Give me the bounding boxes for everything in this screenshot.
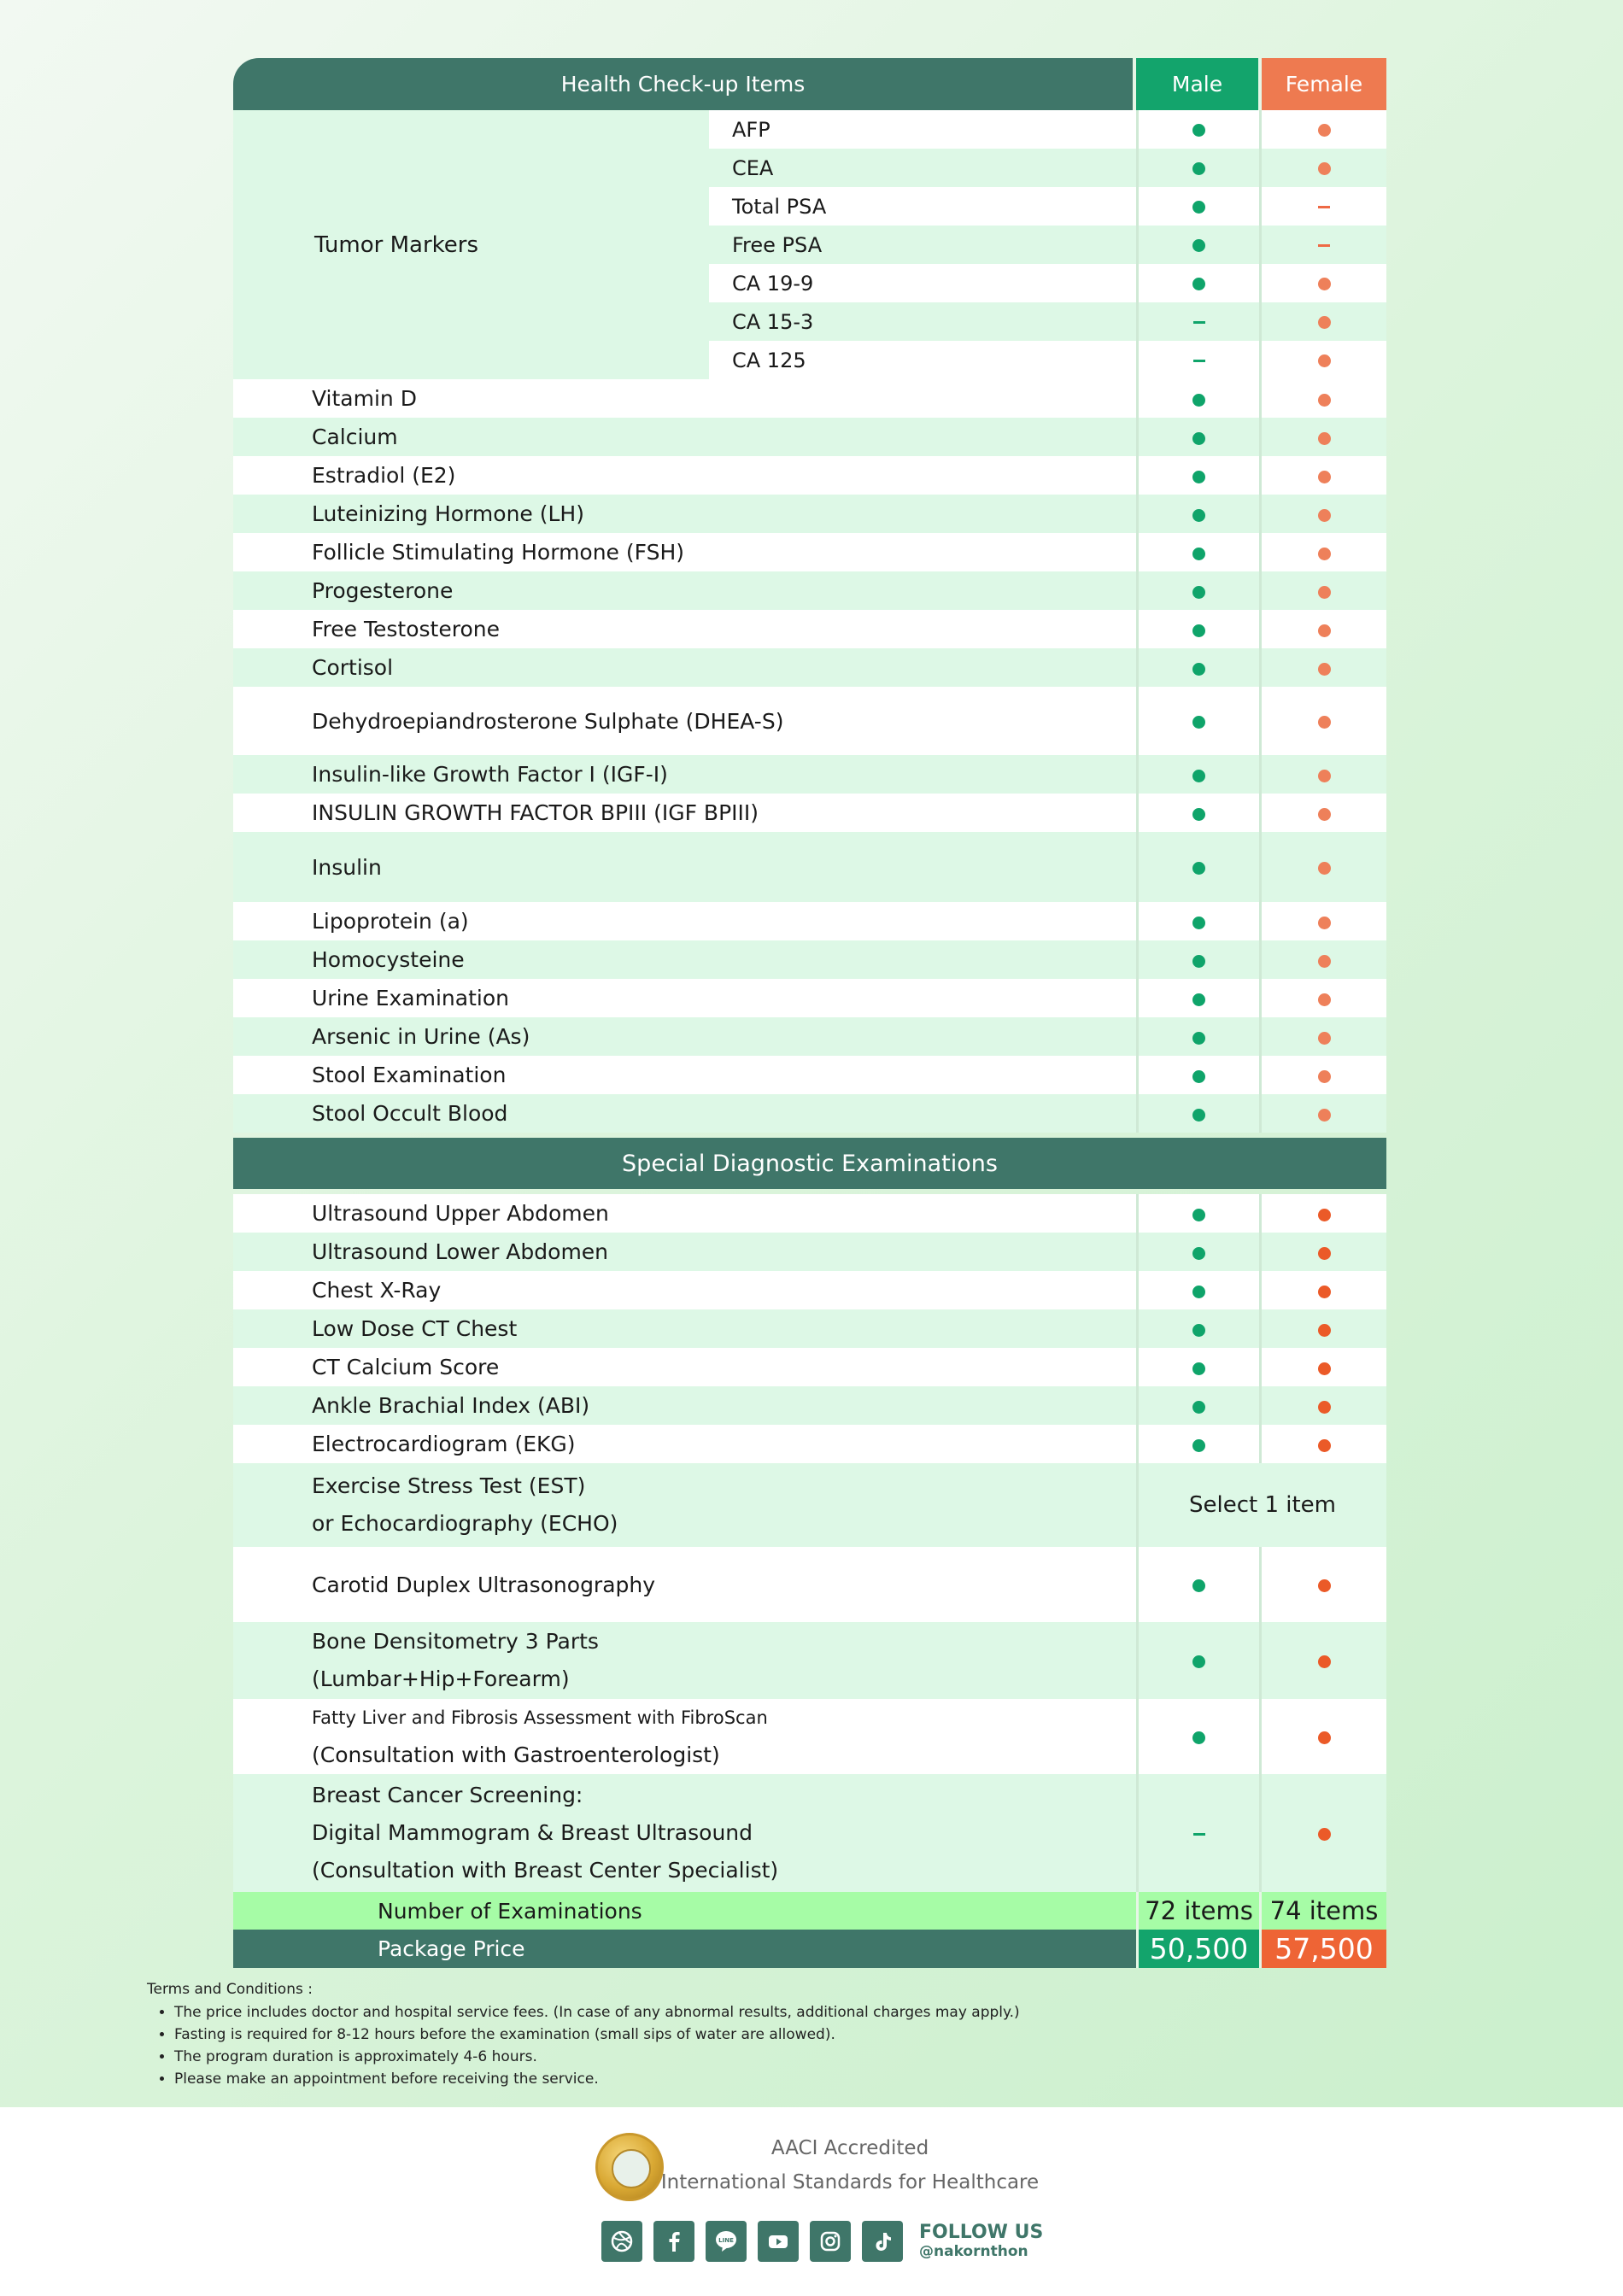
male-included-icon bbox=[1136, 1699, 1262, 1774]
exam-name: Cortisol bbox=[233, 648, 1136, 687]
table-row bbox=[233, 1622, 1386, 1699]
female-included-icon bbox=[1318, 663, 1331, 676]
male-included-icon bbox=[1192, 1209, 1205, 1221]
female-price: 57,500 bbox=[1262, 1930, 1386, 1968]
exam-name: Ankle Brachial Index (ABI) bbox=[233, 1386, 1136, 1425]
exam-name-line: Exercise Stress Test (EST) bbox=[312, 1473, 586, 1498]
male-cell bbox=[1136, 902, 1262, 940]
table-row bbox=[233, 648, 1386, 687]
male-included-icon bbox=[1192, 432, 1205, 445]
table-row bbox=[233, 1348, 1386, 1386]
follow-us-label: FOLLOW US bbox=[919, 2222, 1044, 2243]
female-included-icon bbox=[1318, 1109, 1331, 1122]
tumor-marker-name: Free PSA bbox=[709, 226, 1136, 264]
exam-name: Ultrasound Upper Abdomen bbox=[233, 1194, 1136, 1233]
exam-name: Electrocardiogram (EKG) bbox=[233, 1425, 1136, 1463]
exam-name-line: Digital Mammogram & Breast Ultrasound bbox=[312, 1820, 753, 1845]
footer bbox=[0, 2107, 1623, 2296]
total-label: Number of Examinations bbox=[233, 1892, 1136, 1930]
female-included-icon bbox=[1262, 1622, 1386, 1699]
table-row bbox=[233, 1271, 1386, 1309]
female-cell bbox=[1262, 110, 1386, 149]
exam-name: Insulin bbox=[233, 832, 1136, 902]
female-cell bbox=[1262, 149, 1386, 187]
table-row bbox=[233, 902, 1386, 940]
female-included-icon bbox=[1318, 509, 1331, 522]
female-included-icon bbox=[1318, 124, 1331, 137]
tumor-marker-name: Total PSA bbox=[709, 187, 1136, 226]
female-cell bbox=[1262, 1233, 1386, 1271]
male-included-icon bbox=[1192, 716, 1205, 729]
exam-name: Calcium bbox=[233, 418, 1136, 456]
table-row bbox=[233, 456, 1386, 495]
male-excluded-icon bbox=[1136, 1774, 1262, 1892]
male-cell bbox=[1136, 533, 1262, 571]
male-cell bbox=[1136, 187, 1262, 226]
female-included-icon bbox=[1318, 862, 1331, 875]
table-row bbox=[233, 1056, 1386, 1094]
female-included-icon bbox=[1262, 1774, 1386, 1892]
terms-item: • The price includes doctor and hospital service fees. (In case of any abnormal results, additional charges may apply.) bbox=[174, 2001, 1020, 2024]
female-included-icon bbox=[1318, 770, 1331, 782]
male-included-icon bbox=[1192, 1439, 1205, 1452]
male-cell bbox=[1136, 571, 1262, 610]
terms-list bbox=[147, 2001, 1020, 2090]
tumor-markers-table bbox=[709, 110, 1386, 379]
male-cell bbox=[1136, 418, 1262, 456]
female-cell bbox=[1262, 187, 1386, 226]
female-cell bbox=[1262, 495, 1386, 533]
female-cell bbox=[1262, 687, 1386, 755]
exam-name: INSULIN GROWTH FACTOR BPIII (IGF BPIII) bbox=[233, 794, 1136, 832]
table-row bbox=[233, 1309, 1386, 1348]
checkup-table bbox=[233, 58, 1386, 1968]
table-row bbox=[233, 794, 1386, 832]
dribbble-icon[interactable] bbox=[601, 2221, 642, 2262]
table-row bbox=[233, 533, 1386, 571]
female-included-icon bbox=[1318, 162, 1331, 175]
female-included-icon bbox=[1318, 1247, 1331, 1260]
female-cell bbox=[1262, 302, 1386, 341]
exam-name bbox=[233, 1699, 1136, 1774]
female-included-icon bbox=[1262, 1547, 1386, 1622]
female-cell bbox=[1262, 379, 1386, 418]
exam-name: Vitamin D bbox=[233, 379, 1136, 418]
table-row bbox=[233, 610, 1386, 648]
tumor-marker-name: CA 15-3 bbox=[709, 302, 1136, 341]
male-cell bbox=[1136, 1094, 1262, 1133]
accreditation-subtitle: International Standards for Healthcare bbox=[660, 2171, 1040, 2194]
exam-name: Progesterone bbox=[233, 571, 1136, 610]
exam-name: Lipoprotein (a) bbox=[233, 902, 1136, 940]
female-cell bbox=[1262, 610, 1386, 648]
price-row bbox=[233, 1930, 1386, 1968]
exam-name: Estradiol (E2) bbox=[233, 456, 1136, 495]
male-cell bbox=[1136, 794, 1262, 832]
female-column-header: Female bbox=[1262, 58, 1386, 110]
female-included-icon bbox=[1318, 316, 1331, 329]
table-row bbox=[233, 571, 1386, 610]
table-row bbox=[233, 1425, 1386, 1463]
male-cell bbox=[1136, 110, 1262, 149]
male-included-icon bbox=[1192, 586, 1205, 599]
female-cell bbox=[1262, 794, 1386, 832]
female-excluded-icon bbox=[1318, 244, 1330, 247]
table-row bbox=[233, 1094, 1386, 1133]
female-included-icon bbox=[1318, 1439, 1331, 1452]
male-price: 50,500 bbox=[1136, 1930, 1262, 1968]
female-included-icon bbox=[1318, 1401, 1331, 1414]
tumor-markers-group bbox=[233, 110, 1386, 379]
male-cell bbox=[1136, 687, 1262, 755]
male-cell bbox=[1136, 1386, 1262, 1425]
female-included-icon bbox=[1262, 1699, 1386, 1774]
female-included-icon bbox=[1318, 1286, 1331, 1298]
female-included-icon bbox=[1318, 917, 1331, 929]
female-cell bbox=[1262, 1425, 1386, 1463]
female-cell bbox=[1262, 341, 1386, 379]
facebook-icon[interactable] bbox=[653, 2221, 694, 2262]
male-included-icon bbox=[1192, 624, 1205, 637]
female-cell bbox=[1262, 979, 1386, 1017]
special-table bbox=[233, 1194, 1386, 1968]
table-row bbox=[233, 687, 1386, 755]
female-excluded-icon bbox=[1318, 206, 1330, 208]
female-cell bbox=[1262, 226, 1386, 264]
male-included-icon bbox=[1192, 239, 1205, 252]
exam-name: Ultrasound Lower Abdomen bbox=[233, 1233, 1136, 1271]
male-included-icon bbox=[1192, 1401, 1205, 1414]
exam-name: Homocysteine bbox=[233, 940, 1136, 979]
table-row bbox=[233, 979, 1386, 1017]
male-included-icon bbox=[1192, 808, 1205, 821]
exam-name: Follicle Stimulating Hormone (FSH) bbox=[233, 533, 1136, 571]
female-included-icon bbox=[1318, 808, 1331, 821]
tumor-marker-name: CEA bbox=[709, 149, 1136, 187]
male-included-icon bbox=[1192, 1070, 1205, 1083]
exam-name-line: Fatty Liver and Fibrosis Assessment with FibroScan bbox=[312, 1707, 768, 1728]
tiktok-icon[interactable] bbox=[862, 2221, 903, 2262]
male-total: 72 items bbox=[1136, 1892, 1262, 1930]
exam-name bbox=[233, 1463, 1136, 1547]
social-handle: @nakornthon bbox=[919, 2243, 1028, 2260]
male-cell bbox=[1136, 264, 1262, 302]
male-cell bbox=[1136, 1309, 1262, 1348]
table-row bbox=[233, 418, 1386, 456]
exam-name bbox=[233, 1774, 1136, 1892]
male-included-icon bbox=[1192, 1032, 1205, 1045]
exam-name: Stool Examination bbox=[233, 1056, 1136, 1094]
female-cell bbox=[1262, 902, 1386, 940]
items-table bbox=[233, 379, 1386, 1133]
female-included-icon bbox=[1318, 471, 1331, 483]
male-cell bbox=[1136, 1348, 1262, 1386]
exam-name: Free Testosterone bbox=[233, 610, 1136, 648]
male-included-icon bbox=[1192, 1247, 1205, 1260]
tumor-marker-row bbox=[709, 302, 1386, 341]
male-included-icon bbox=[1192, 548, 1205, 560]
exam-name: Stool Occult Blood bbox=[233, 1094, 1136, 1133]
male-included-icon bbox=[1192, 993, 1205, 1006]
table-row bbox=[233, 379, 1386, 418]
male-column-header: Male bbox=[1136, 58, 1262, 110]
male-cell bbox=[1136, 341, 1262, 379]
male-cell bbox=[1136, 1056, 1262, 1094]
table-row bbox=[233, 1463, 1386, 1547]
tumor-marker-name: AFP bbox=[709, 110, 1136, 149]
tumor-marker-row bbox=[709, 226, 1386, 264]
female-included-icon bbox=[1318, 1324, 1331, 1337]
male-included-icon bbox=[1192, 1286, 1205, 1298]
female-cell bbox=[1262, 1056, 1386, 1094]
male-cell bbox=[1136, 1233, 1262, 1271]
male-cell bbox=[1136, 456, 1262, 495]
female-cell bbox=[1262, 1194, 1386, 1233]
tumor-marker-name: CA 125 bbox=[709, 341, 1136, 379]
table-row bbox=[233, 1194, 1386, 1233]
line-icon[interactable] bbox=[706, 2221, 747, 2262]
male-cell bbox=[1136, 648, 1262, 687]
youtube-icon[interactable] bbox=[758, 2221, 799, 2262]
accreditation-title: AACI Accredited bbox=[770, 2137, 929, 2159]
female-cell bbox=[1262, 1309, 1386, 1348]
male-cell bbox=[1136, 832, 1262, 902]
female-total: 74 items bbox=[1262, 1892, 1386, 1930]
male-excluded-icon bbox=[1193, 321, 1205, 324]
exam-name-line: Bone Densitometry 3 Parts bbox=[312, 1629, 599, 1654]
table-title: Health Check-up Items bbox=[233, 58, 1136, 110]
male-included-icon bbox=[1192, 1109, 1205, 1122]
special-section-title: Special Diagnostic Examinations bbox=[233, 1138, 1386, 1189]
svg-text:LINE: LINE bbox=[718, 2237, 734, 2244]
exam-name: Chest X-Ray bbox=[233, 1271, 1136, 1309]
male-cell bbox=[1136, 302, 1262, 341]
male-included-icon bbox=[1192, 1324, 1205, 1337]
male-included-icon bbox=[1192, 124, 1205, 137]
female-cell bbox=[1262, 940, 1386, 979]
exam-name-line: (Lumbar+Hip+Forearm) bbox=[312, 1666, 570, 1691]
exam-name-line: (Consultation with Breast Center Specialist) bbox=[312, 1858, 779, 1883]
female-included-icon bbox=[1318, 716, 1331, 729]
table-row bbox=[233, 1386, 1386, 1425]
female-cell bbox=[1262, 832, 1386, 902]
female-cell bbox=[1262, 1386, 1386, 1425]
female-cell bbox=[1262, 648, 1386, 687]
table-row bbox=[233, 495, 1386, 533]
exam-name: Luteinizing Hormone (LH) bbox=[233, 495, 1136, 533]
tumor-marker-row bbox=[709, 264, 1386, 302]
header-table bbox=[233, 58, 1386, 110]
male-included-icon bbox=[1192, 278, 1205, 290]
terms-item: • Please make an appointment before receiving the service. bbox=[174, 2068, 1020, 2090]
female-cell bbox=[1262, 1348, 1386, 1386]
tumor-marker-name: CA 19-9 bbox=[709, 264, 1136, 302]
male-cell bbox=[1136, 149, 1262, 187]
female-included-icon bbox=[1318, 278, 1331, 290]
instagram-icon[interactable] bbox=[810, 2221, 851, 2262]
social-links bbox=[601, 2221, 1043, 2262]
table-row bbox=[233, 1233, 1386, 1271]
female-cell bbox=[1262, 1094, 1386, 1133]
female-included-icon bbox=[1318, 586, 1331, 599]
male-included-icon bbox=[1192, 509, 1205, 522]
female-included-icon bbox=[1318, 1362, 1331, 1375]
exam-name: Arsenic in Urine (As) bbox=[233, 1017, 1136, 1056]
table-row bbox=[233, 940, 1386, 979]
exam-name: Dehydroepiandrosterone Sulphate (DHEA-S) bbox=[233, 687, 1136, 755]
price-label: Package Price bbox=[233, 1930, 1136, 1968]
female-cell bbox=[1262, 456, 1386, 495]
female-included-icon bbox=[1318, 1070, 1331, 1083]
table-row bbox=[233, 1017, 1386, 1056]
total-row bbox=[233, 1892, 1386, 1930]
exam-name: Carotid Duplex Ultrasonography bbox=[233, 1547, 1136, 1622]
exam-name-line: (Consultation with Gastroenterologist) bbox=[312, 1742, 720, 1767]
female-cell bbox=[1262, 1017, 1386, 1056]
male-cell bbox=[1136, 610, 1262, 648]
exam-name: Low Dose CT Chest bbox=[233, 1309, 1136, 1348]
male-cell bbox=[1136, 379, 1262, 418]
male-included-icon bbox=[1192, 201, 1205, 214]
tumor-marker-row bbox=[709, 110, 1386, 149]
female-included-icon bbox=[1318, 624, 1331, 637]
male-cell bbox=[1136, 1017, 1262, 1056]
female-included-icon bbox=[1318, 1209, 1331, 1221]
exam-name: Urine Examination bbox=[233, 979, 1136, 1017]
female-included-icon bbox=[1318, 1032, 1331, 1045]
male-included-icon bbox=[1192, 770, 1205, 782]
male-included-icon bbox=[1192, 955, 1205, 968]
terms-title: Terms and Conditions : bbox=[147, 1981, 313, 1998]
female-included-icon bbox=[1318, 432, 1331, 445]
tumor-marker-row bbox=[709, 341, 1386, 379]
female-included-icon bbox=[1318, 955, 1331, 968]
male-excluded-icon bbox=[1193, 360, 1205, 362]
female-cell bbox=[1262, 418, 1386, 456]
tumor-marker-row bbox=[709, 187, 1386, 226]
male-cell bbox=[1136, 755, 1262, 794]
female-cell bbox=[1262, 264, 1386, 302]
female-cell bbox=[1262, 1271, 1386, 1309]
exam-name: Insulin-like Growth Factor I (IGF-I) bbox=[233, 755, 1136, 794]
exam-name-line: or Echocardiography (ECHO) bbox=[312, 1511, 618, 1536]
male-included-icon bbox=[1192, 394, 1205, 407]
male-included-icon bbox=[1136, 1622, 1262, 1699]
tumor-marker-row bbox=[709, 149, 1386, 187]
male-included-icon bbox=[1192, 162, 1205, 175]
female-cell bbox=[1262, 533, 1386, 571]
exam-name: CT Calcium Score bbox=[233, 1348, 1136, 1386]
male-cell bbox=[1136, 979, 1262, 1017]
male-included-icon bbox=[1136, 1547, 1262, 1622]
male-included-icon bbox=[1192, 1362, 1205, 1375]
male-cell bbox=[1136, 495, 1262, 533]
male-included-icon bbox=[1192, 471, 1205, 483]
follow-us[interactable] bbox=[919, 2223, 1043, 2260]
table-row bbox=[233, 1547, 1386, 1622]
tumor-markers-label: Tumor Markers bbox=[233, 110, 709, 379]
terms-item: • Fasting is required for 8-12 hours before the examination (small sips of water are allowed). bbox=[174, 2024, 1020, 2046]
male-cell bbox=[1136, 1194, 1262, 1233]
male-cell bbox=[1136, 940, 1262, 979]
female-included-icon bbox=[1318, 354, 1331, 367]
terms-item: • The program duration is approximately 4-6 hours. bbox=[174, 2046, 1020, 2068]
male-included-icon bbox=[1192, 917, 1205, 929]
select-one-note: Select 1 item bbox=[1136, 1463, 1386, 1547]
female-cell bbox=[1262, 571, 1386, 610]
male-cell bbox=[1136, 226, 1262, 264]
female-included-icon bbox=[1318, 394, 1331, 407]
table-row bbox=[233, 1699, 1386, 1774]
terms-and-conditions bbox=[147, 1981, 1020, 2090]
female-cell bbox=[1262, 755, 1386, 794]
male-cell bbox=[1136, 1271, 1262, 1309]
male-included-icon bbox=[1192, 862, 1205, 875]
exam-name-line: Breast Cancer Screening: bbox=[312, 1783, 583, 1807]
exam-name bbox=[233, 1622, 1136, 1699]
male-included-icon bbox=[1192, 663, 1205, 676]
female-included-icon bbox=[1318, 548, 1331, 560]
table-row bbox=[233, 1774, 1386, 1892]
male-cell bbox=[1136, 1425, 1262, 1463]
female-included-icon bbox=[1318, 993, 1331, 1006]
table-row bbox=[233, 832, 1386, 902]
table-row bbox=[233, 755, 1386, 794]
